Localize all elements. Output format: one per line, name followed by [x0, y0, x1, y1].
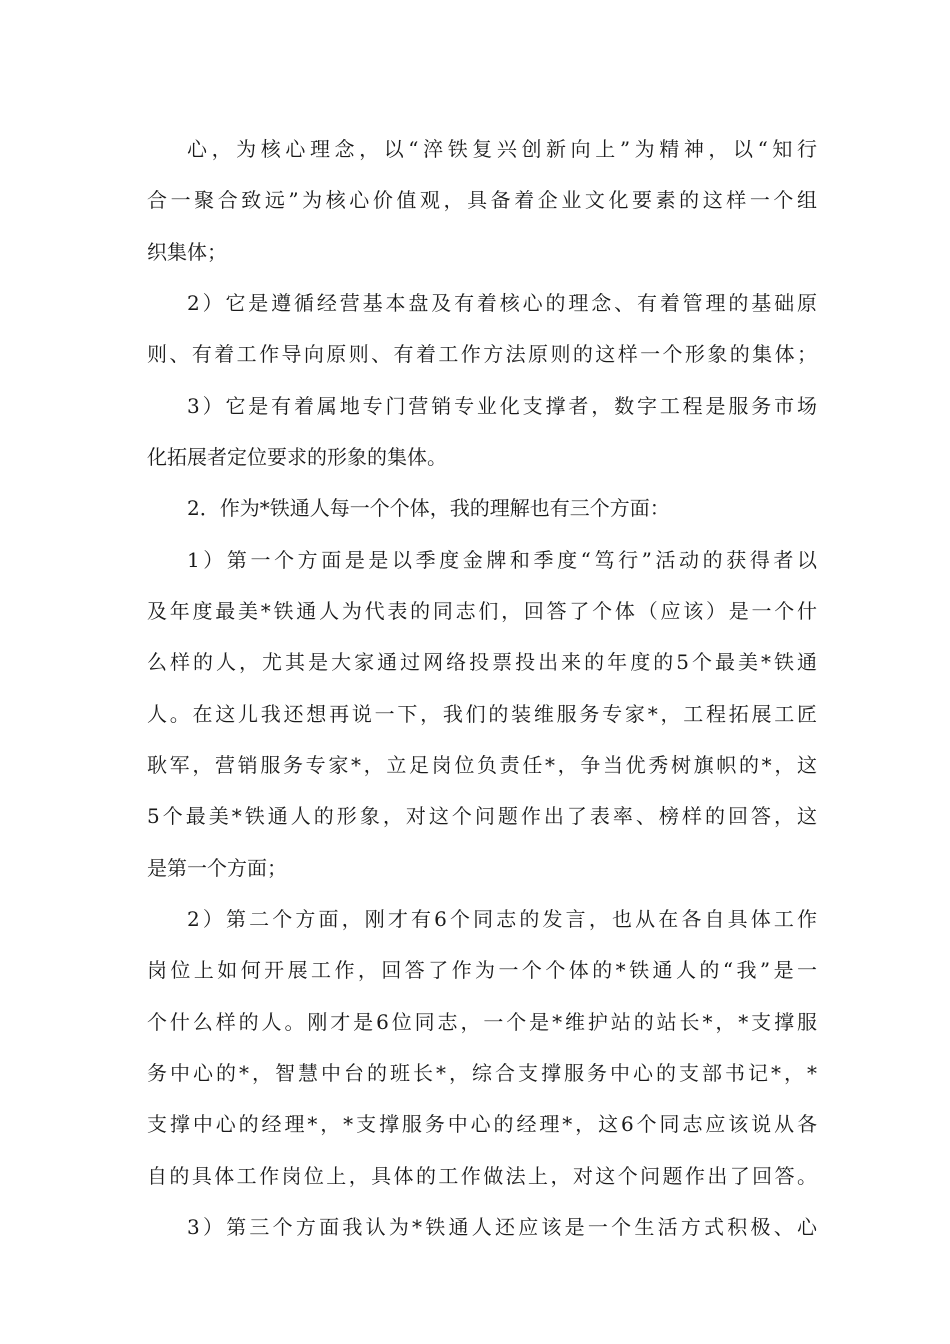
- paragraph-line: 化拓展者定位要求的形象的集体。: [147, 445, 447, 469]
- paragraph-line: 务中心的*，智慧中台的班长*，综合支撑服务中心的支部书记*，*: [147, 1061, 817, 1085]
- paragraph-line: 心，为核心理念，以“淬铁复兴创新向上”为精神，以“知行: [187, 137, 817, 161]
- paragraph-line: 支撑中心的经理*，*支撑服务中心的经理*，这6个同志应该说从各: [147, 1112, 817, 1136]
- paragraph-line: 么样的人，尤其是大家通过网络投票投出来的年度的5个最美*铁通: [147, 650, 817, 674]
- paragraph-line: 2）它是遵循经营基本盘及有着核心的理念、有着管理的基础原: [187, 291, 817, 315]
- paragraph-line: 耿军，营销服务专家*，立足岗位负责任*，争当优秀树旗帜的*，这: [147, 753, 817, 777]
- section-heading-line: 2．作为*铁通人每一个个体，我的理解也有三个方面：: [187, 496, 670, 520]
- paragraph-line: 5个最美*铁通人的形象，对这个问题作出了表率、榜样的回答，这: [147, 804, 817, 828]
- paragraph-line: 合一聚合致远”为核心价值观，具备着企业文化要素的这样一个组: [147, 188, 817, 212]
- paragraph-line: 3）它是有着属地专门营销专业化支撑者，数字工程是服务市场: [187, 394, 817, 418]
- paragraph-line: 2）第二个方面，刚才有6个同志的发言，也从在各自具体工作: [187, 907, 817, 931]
- paragraph-line: 1）第一个方面是是以季度金牌和季度“笃行”活动的获得者以: [187, 548, 817, 572]
- paragraph-line: 3）第三个方面我认为*铁通人还应该是一个生活方式积极、心: [187, 1215, 817, 1239]
- paragraph-line: 自的具体工作岗位上，具体的工作做法上，对这个问题作出了回答。: [147, 1164, 817, 1188]
- paragraph-line: 及年度最美*铁通人为代表的同志们，回答了个体（应该）是一个什: [147, 599, 817, 623]
- paragraph-line: 岗位上如何开展工作，回答了作为一个个体的*铁通人的“我”是一: [147, 958, 817, 982]
- paragraph-line: 则、有着工作导向原则、有着工作方法原则的这样一个形象的集体；: [147, 342, 817, 366]
- paragraph-line: 织集体；: [147, 240, 227, 264]
- paragraph-line: 个什么样的人。刚才是6位同志，一个是*维护站的站长*，*支撑服: [147, 1010, 817, 1034]
- paragraph-line: 是第一个方面；: [147, 856, 287, 880]
- paragraph-line: 人。在这儿我还想再说一下，我们的装维服务专家*，工程拓展工匠: [147, 702, 817, 726]
